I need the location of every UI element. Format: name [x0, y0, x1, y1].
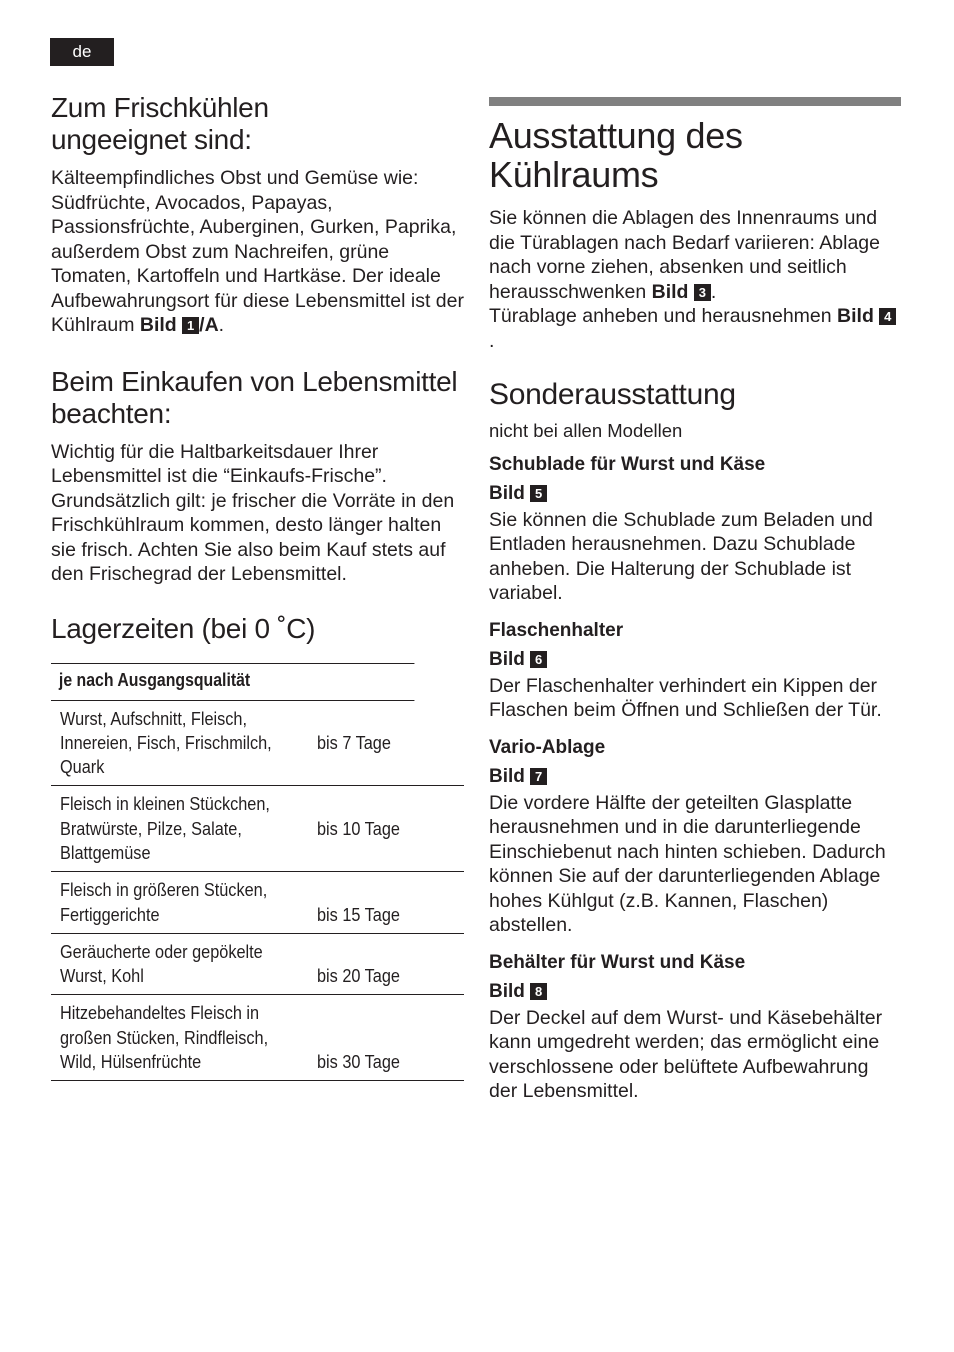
- item-sausage-container: [489, 948, 901, 1104]
- figure-number: 7: [530, 768, 547, 785]
- food-cell: Geräucherte oder gepökelte Wurst, Kohl: [60, 940, 263, 987]
- figure-number: 1: [182, 317, 199, 334]
- item-title: Vario-Ablage: [489, 736, 606, 758]
- item-sausage-drawer: [489, 450, 901, 606]
- heading-unsuitable: Zum Frischkühlen ungeeignet sind:: [51, 92, 269, 155]
- paragraph-equipment: Sie können die Ablagen des Innenraums und die Türablagen nach Bedarf variieren: Ablage nach vorne ziehen, absenken und seitlich herausschwenken Bild 3 . Türablage anheben und herausnehmen Bild 4.: [489, 206, 901, 353]
- time-cell: bis 7 Tage: [317, 732, 391, 754]
- item-title: Behälter für Wurst und Käse: [489, 951, 746, 973]
- section-bar: [489, 97, 901, 106]
- heading-equipment: Ausstattung des Kühlraums: [489, 115, 743, 195]
- paragraph-unsuitable: Kälteempfindliches Obst und Gemüse wie: Südfrüchte, Avocados, Papayas, Passionsfrüchte, Auberginen, Gurken, Paprika, außerdem Obst zum Nachreifen, grüne Tomaten, Kartoffeln und Hartkäse. Der ideale Aufbewahrungsort für diese Lebensmittel ist der Kühlraum Bild 1 /A.: [51, 167, 464, 336]
- food-cell: Hitzebehandeltes Fleisch in großen Stücken, Rindfleisch, Wild, Hülsenfrüchte: [60, 1002, 269, 1073]
- item-title: Schublade für Wurst und Käse: [489, 453, 766, 475]
- figure-number: 5: [530, 485, 547, 502]
- time-cell: bis 15 Tage: [317, 903, 400, 925]
- heading-shopping: Beim Einkaufen von Lebensmittel beachten:: [51, 365, 458, 429]
- figure-number: 3: [694, 284, 711, 301]
- figure-number: 8: [530, 983, 547, 1000]
- item-bottle-holder: [489, 616, 901, 723]
- item-body: Die vordere Hälfte der geteilten Glasplatte herausnehmen und in die darunterliegende Einschiebenut nach hinten schieben. Dadurch können Sie auf der darunterliegenden Ablage hohes Kühlgut (z.B. Kannen, Flaschen) abstellen.: [489, 791, 886, 936]
- language-badge: de: [50, 38, 114, 66]
- item-figure-ref: Bild 6: [489, 645, 901, 674]
- item-body: Der Flaschenhalter verhindert ein Kippen der Flaschen beim Öffnen und Schließen der Tür.: [489, 674, 882, 721]
- item-vario-shelf: [489, 733, 901, 938]
- figure-number: 6: [530, 651, 547, 668]
- heading-storage-times: Lagerzeiten (bei 0 ˚C): [51, 612, 316, 644]
- table-header: je nach Ausgangsqualität: [51, 663, 414, 701]
- table-row: [51, 995, 464, 1081]
- heading-special-equipment: Sonderausstattung: [489, 378, 736, 411]
- food-cell: Fleisch in größeren Stücken, Fertiggerichte: [60, 879, 268, 925]
- figure-number: 4: [879, 308, 896, 325]
- paragraph-shopping: Wichtig für die Haltbarkeitsdauer Ihrer Lebensmittel ist die “Einkaufs-Frische”. Grundsätzlich gilt: je frischer die Vorräte in den Frischkühlraum kommen, desto länger halten sie frisch. Achten Sie also beim Kauf stets auf den Frischegrad der Lebensmittel.: [51, 440, 455, 585]
- item-title: Flaschenhalter: [489, 619, 624, 641]
- item-body: Der Deckel auf dem Wurst- und Käsebehälter kann umgedreht werden; das ermöglicht eine verschlossene oder belüftete Aufbewahrung der Lebensmittel.: [489, 1006, 883, 1102]
- special-equipment-note: nicht bei allen Modellen: [489, 420, 683, 441]
- item-figure-ref: Bild 8: [489, 977, 901, 1006]
- food-cell: Fleisch in kleinen Stückchen, Bratwürste, Pilze, Salate, Blattgemüse: [60, 793, 270, 863]
- food-cell: Wurst, Aufschnitt, Fleisch, Innereien, Fisch, Frischmilch, Quark: [60, 707, 272, 778]
- time-cell: bis 10 Tage: [317, 817, 400, 839]
- table-row: [51, 934, 464, 996]
- left-column: [51, 92, 464, 1081]
- table-row: [51, 872, 464, 934]
- storage-table: [51, 663, 464, 1082]
- time-cell: bis 20 Tage: [317, 965, 400, 987]
- time-cell: bis 30 Tage: [317, 1051, 400, 1073]
- item-body: Sie können die Schublade zum Beladen und Entladen herausnehmen. Dazu Schublade anheben. Die Halterung der Schublade ist variabel.: [489, 508, 873, 604]
- table-row: [51, 701, 464, 787]
- table-row: [51, 786, 464, 872]
- item-figure-ref: Bild 7: [489, 762, 901, 791]
- right-column: [489, 97, 901, 1104]
- item-figure-ref: Bild 5: [489, 479, 901, 508]
